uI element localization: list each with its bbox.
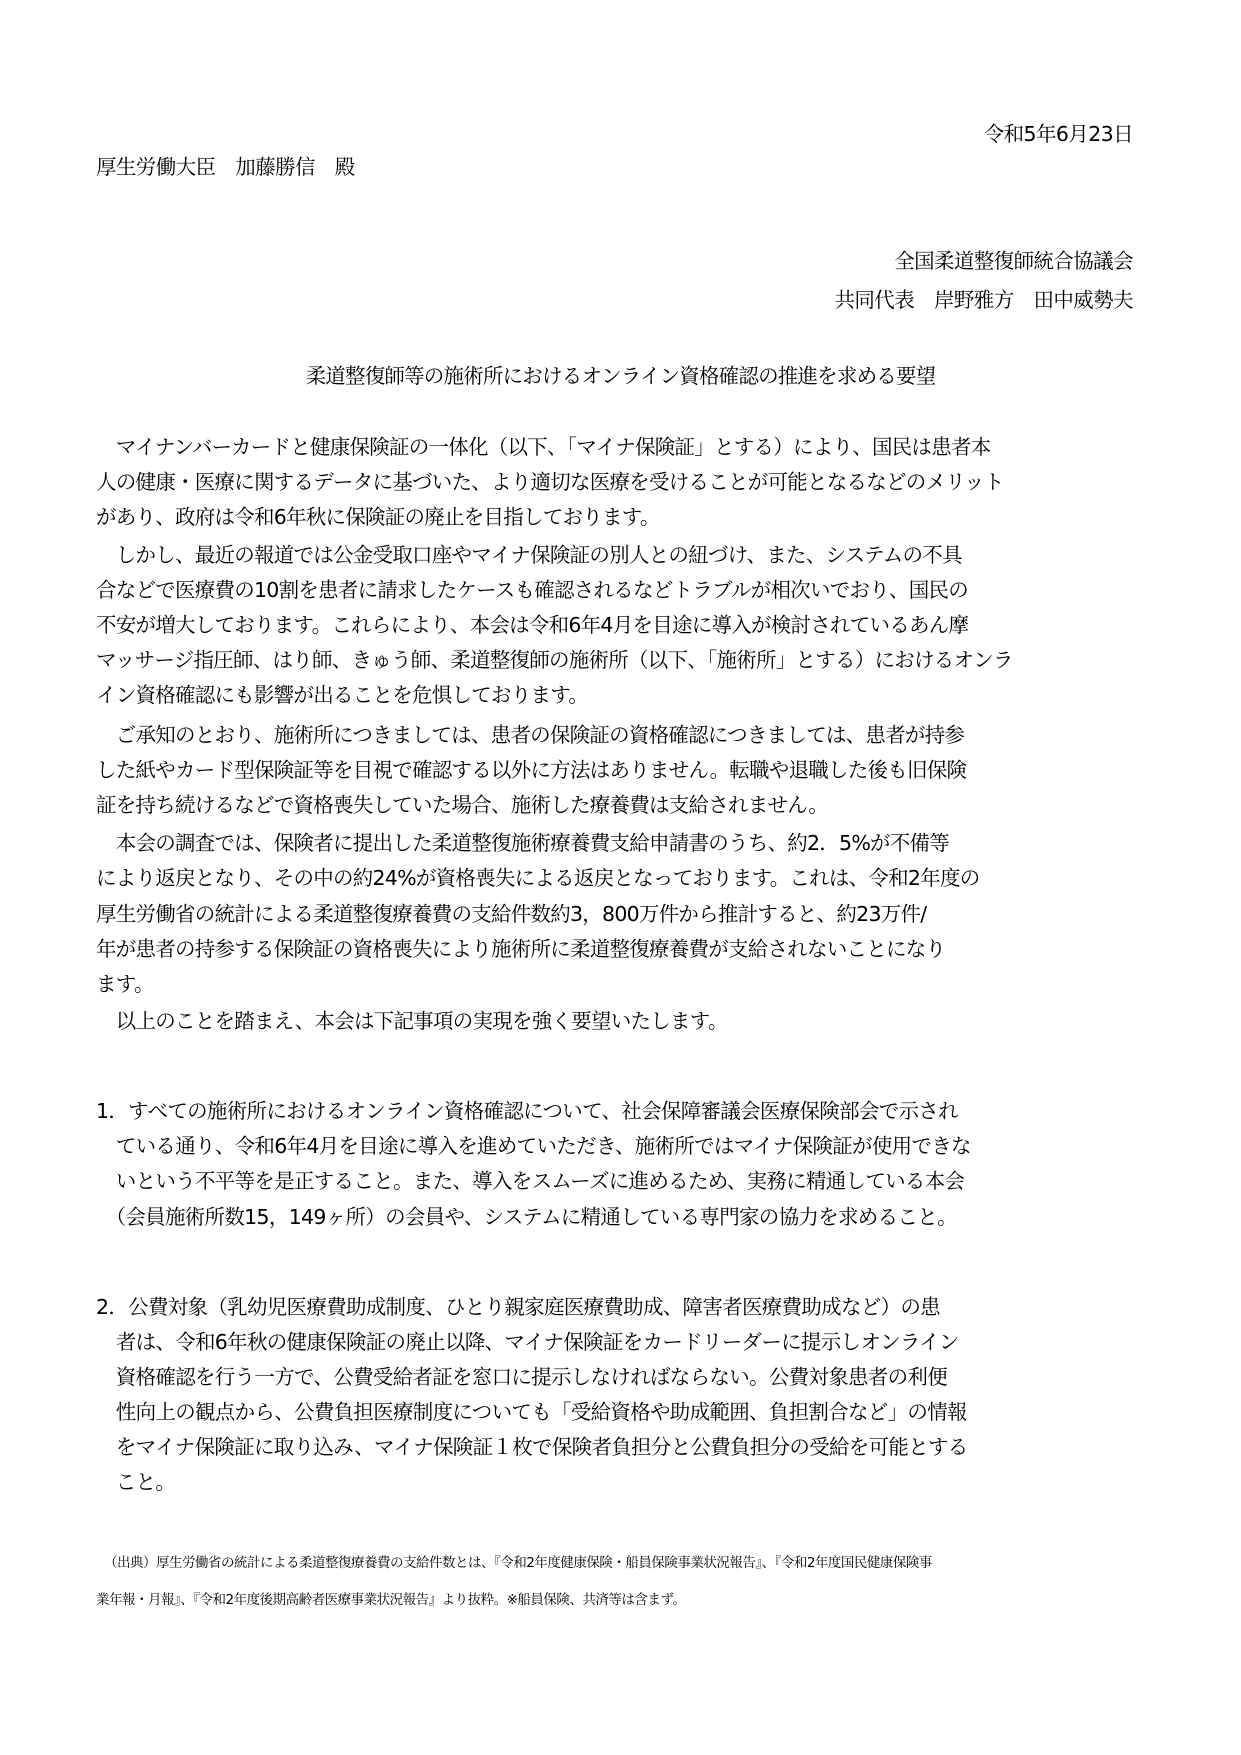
paragraph-line: 不安が増大しております。これらにより、本会は令和6年4月を目途に導入が検討されているあん摩 [96,613,969,637]
letter-date: 令和5年6月23日 [983,122,1133,146]
addressee: 厚生労働大臣 加藤勝信 殿 [96,155,355,179]
paragraph-line: 人の健康・医療に関するデータに基づいた、より適切な医療を受けることが可能となるなどのメリット [96,470,1004,494]
request-line: 性向上の観点から、公費負担医療制度についても「受給資格や助成範囲、負担割合など」の情報 [96,1400,967,1424]
sender-representatives: 共同代表 岸野雅方 田中威勢夫 [834,288,1133,312]
request-line: 1．すべての施術所におけるオンライン資格確認について、社会保障審議会医療保険部会で示され [96,1099,958,1123]
letter-title: 柔道整復師等の施術所におけるオンライン資格確認の推進を求める要望 [305,364,936,388]
paragraph-line: 合などで医療費の10割を患者に請求したケースも確認されるなどトラブルが相次いでおり、国民の [96,578,968,602]
paragraph-line: イン資格確認にも影響が出ることを危惧しております。 [96,683,589,707]
paragraph-line: した紙やカード型保険証等を目視で確認する以外に方法はありません。転職や退職した後も旧保険 [96,758,967,782]
paragraph-line: マッサージ指圧師、はり師、きゅう師、柔道整復師の施術所（以下、「施術所」とする）におけるオンラ [96,648,1013,672]
paragraph-line: マイナンバーカードと健康保険証の一体化（以下、「マイナ保険証」とする）により、国民は患者本 [96,435,991,459]
paragraph-line: ます。 [96,972,154,996]
paragraph-line: しかし、最近の報道では公金受取口座やマイナ保険証の別人との紐づけ、また、システムの不具 [96,543,962,567]
request-line: いという不平等を是正すること。また、導入をスムーズに進めるため、実務に精通している本会 [96,1169,965,1193]
paragraph-line: 証を持ち続けるなどで資格喪失していた場合、施術した療養費は支給されません。 [96,793,828,817]
request-line: こと。 [96,1470,176,1494]
request-line: （会員施術所数15，149ヶ所）の会員や、システムに精通している専門家の協力を求めること。 [96,1205,957,1229]
request-line: 者は、令和6年秋の健康保険証の廃止以降、マイナ保険証をカードリーダーに提示しオンライン [96,1330,959,1354]
request-line: 資格確認を行う一方で、公費受給者証を窓口に提示しなければならない。公費対象患者の利便 [96,1365,947,1389]
footnote-line: （出典）厚生労働省の統計による柔道整復療養費の支給件数とは、『令和2年度健康保険・船員保険事業状況報告』、『令和2年度国民健康保険事 [104,1555,932,1571]
paragraph-line: 本会の調査では、保険者に提出した柔道整復施術療養費支給申請書のうち、約2．5%が不備等 [96,831,950,855]
paragraph-line: があり、政府は令和6年秋に保険証の廃止を目指しております。 [96,505,660,529]
paragraph-line: により返戻となり、その中の約24%が資格喪失による返戻となっております。これは、令和2年度の [96,866,980,890]
paragraph-line: ご承知のとおり、施術所につきましては、患者の保険証の資格確認につきましては、患者が持参 [96,723,965,747]
sender-organization: 全国柔道整復師統合協議会 [894,249,1133,273]
footnote-line: 業年報・月報』、『令和2年度後期高齢者医療事業状況報告』より抜粋。※船員保険、共済等は含まず。 [96,1592,686,1608]
paragraph-line: 年が患者の持参する保険証の資格喪失により施術所に柔道整復療養費が支給されないことになり [96,937,946,961]
paragraph-line: 厚生労働省の統計による柔道整復療養費の支給件数約3，800万件から推計すると、約23万件/ [96,902,927,926]
request-line: ている通り、令和6年4月を目途に導入を進めていただき、施術所ではマイナ保険証が使用できな [96,1134,971,1158]
paragraph-line: 以上のことを踏まえ、本会は下記事項の実現を強く要望いたします。 [96,1009,728,1033]
request-line: 2．公費対象（乳幼児医療費助成制度、ひとり親家庭医療費助成、障害者医療費助成など）の患 [96,1295,940,1319]
request-line: をマイナ保険証に取り込み、マイナ保険証１枚で保険者負担分と公費負担分の受給を可能とする [96,1435,968,1459]
